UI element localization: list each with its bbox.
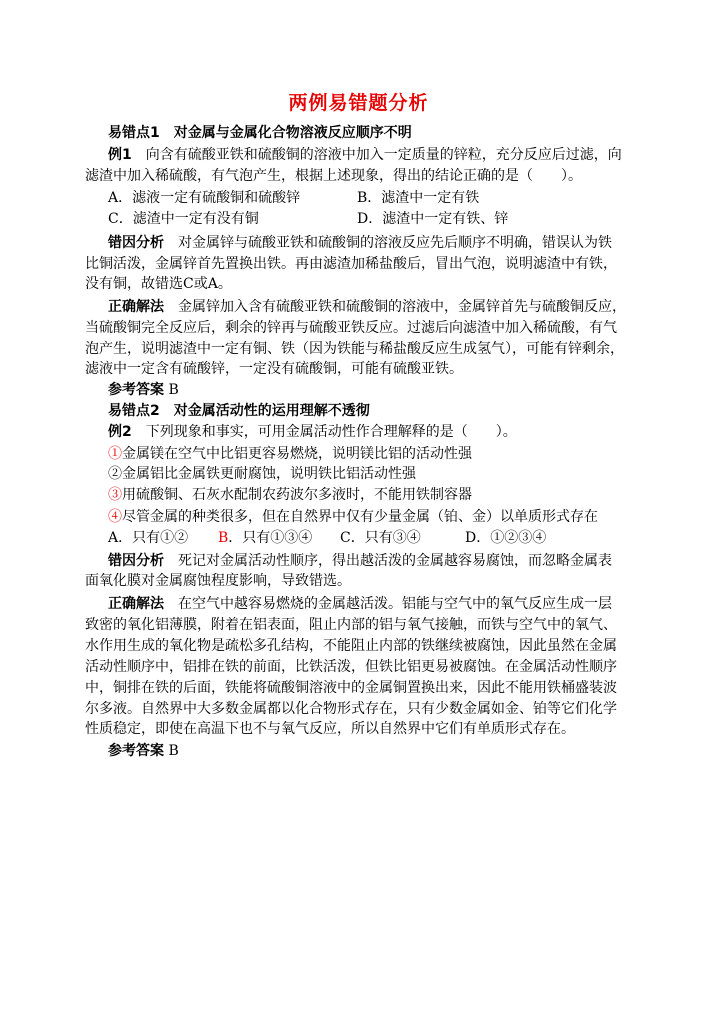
statement-2-text: 金属铝比金属铁更耐腐蚀，说明铁比铝活动性强 xyxy=(122,466,416,482)
statement-1-text: 金属镁在空气中比铝更容易燃烧，说明镁比铝的活动性强 xyxy=(122,446,472,462)
section2-heading: 易错点2 对金属活动性的运用理解不透彻 xyxy=(108,403,370,419)
error-analysis2-label: 错因分析 xyxy=(108,553,164,569)
page-title: 两例易错题分析 xyxy=(288,92,429,114)
example1-label: 例1 xyxy=(108,147,132,163)
statement-1 xyxy=(108,444,472,464)
solution2-line2: 致密的氧化铝薄膜，附着在铝表面，阻止内部的铝与氧气接触，而铁与空气中的氧气、 xyxy=(85,617,617,633)
solution1-label: 正确解法 xyxy=(108,299,164,315)
answer1-value: B xyxy=(164,382,179,398)
solution2-line3: 水作用生成的氧化物是疏松多孔结构，不能阻止内部的铁继续被腐蚀，因此虽然在金属 xyxy=(85,638,617,654)
example1-line2: 滤渣中加入稀硫酸，有气泡产生，根据上述现象，得出的结论正确的是（ ）。 xyxy=(85,168,582,184)
answer2 xyxy=(108,741,179,761)
answer2-label: 参考答案 xyxy=(108,743,164,759)
solution1-line3: 泡产生，说明滤渣中一定有铜、铁（因为铁能与稀盐酸反应生成氢气），可能有锌剩余， xyxy=(85,341,624,357)
statement-4 xyxy=(108,507,598,527)
example2-label: 例2 xyxy=(108,424,132,440)
solution2-line7: 性质稳定，即使在高温下也不与氧气反应，所以自然界中它们有单质形式存在。 xyxy=(85,721,575,737)
statement-4-text: 尽管金属的种类很多，但在自然界中仅有少量金属（铂、金）以单质形式存在 xyxy=(122,509,598,525)
answer2-value: B xyxy=(164,743,179,759)
section1-heading: 易错点1 对金属与金属化合物溶液反应顺序不明 xyxy=(108,125,412,141)
option2-c: C．只有③④ xyxy=(340,530,421,546)
statement-3-number: ③ xyxy=(108,487,122,503)
solution2-label: 正确解法 xyxy=(108,596,164,612)
error-analysis1-line2: 比铜活泼，金属锌首先置换出铁。再由滤渣加稀盐酸后，冒出气泡，说明滤渣中有铁， xyxy=(85,256,617,272)
solution2-text: 在空气中越容易燃烧的金属越活泼。铝能与空气中的氧气反应生成一层 xyxy=(164,596,612,612)
error-analysis1-text: 对金属锌与硫酸亚铁和硫酸铜的溶液反应先后顺序不明确，错误认为铁 xyxy=(164,235,612,251)
solution2-line1 xyxy=(108,594,612,614)
option2-b-text: ．只有①③④ xyxy=(228,530,313,546)
solution2-line4: 活动性顺序中，铝排在铁的前面，比铁活泼，但铁比铝更易被腐蚀。在金属活动性顺序 xyxy=(85,659,617,675)
example2-line1 xyxy=(108,422,517,442)
error-analysis2-text: 死记对金属活动性顺序，得出越活泼的金属越容易腐蚀，而忽略金属表 xyxy=(164,553,612,569)
option-b: B．滤渣中一定有铁 xyxy=(357,190,480,206)
example1-text: 向含有硫酸亚铁和硫酸铜的溶液中加入一定质量的锌粒，充分反应后过滤，向 xyxy=(131,147,622,163)
solution2-line6: 尔多液。自然界中大多数金属都以化合物形式存在，只有少数金属如金、铂等它们化学 xyxy=(85,701,617,717)
option-d: D．滤渣中一定有铁、锌 xyxy=(357,211,509,227)
statement-4-number: ④ xyxy=(108,509,122,525)
option-a: A．滤液一定有硫酸铜和硫酸锌 xyxy=(108,190,301,206)
statement-2 xyxy=(108,464,416,484)
solution2-line5: 中，铜排在铁的后面，铁能将硫酸铜溶液中的金属铜置换出来，因此不能用铁桶盛装波 xyxy=(85,680,617,696)
option2-a: A．只有①② xyxy=(108,530,189,546)
option2-b xyxy=(218,528,312,548)
error-analysis1-line1 xyxy=(108,233,612,253)
error-analysis2-line1 xyxy=(108,551,612,571)
option2-b-letter: B xyxy=(218,530,229,546)
option2-d: D．①②③④ xyxy=(465,530,547,546)
error-analysis1-line3: 没有铜，故错选C或A。 xyxy=(85,276,232,292)
answer1 xyxy=(108,380,179,400)
example2-text: 下列现象和事实，可用金属活动性作合理解释的是（ ）。 xyxy=(131,424,517,440)
solution1-text: 金属锌加入含有硫酸亚铁和硫酸铜的溶液中，金属锌首先与硫酸铜反应， xyxy=(164,299,626,315)
statement-3 xyxy=(108,485,472,505)
solution1-line4: 滤液中一定含有硫酸锌，一定没有硫酸铜，可能有硫酸亚铁。 xyxy=(85,361,463,377)
error-analysis2-line2: 面氧化膜对金属腐蚀程度影响，导致错选。 xyxy=(85,573,351,589)
error-analysis1-label: 错因分析 xyxy=(108,235,164,251)
statement-2-number: ② xyxy=(108,466,122,482)
solution1-line1 xyxy=(108,297,626,317)
example1-line1 xyxy=(108,145,622,165)
statement-3-text: 用硫酸铜、石灰水配制农药波尔多液时，不能用铁制容器 xyxy=(122,487,472,503)
answer1-label: 参考答案 xyxy=(108,382,164,398)
statement-1-number: ① xyxy=(108,446,122,462)
solution1-line2: 当硫酸铜完全反应后，剩余的锌再与硫酸亚铁反应。过滤后向滤渣中加入稀硫酸，有气 xyxy=(85,320,617,336)
option-c: C．滤渣中一定有没有铜 xyxy=(108,211,259,227)
